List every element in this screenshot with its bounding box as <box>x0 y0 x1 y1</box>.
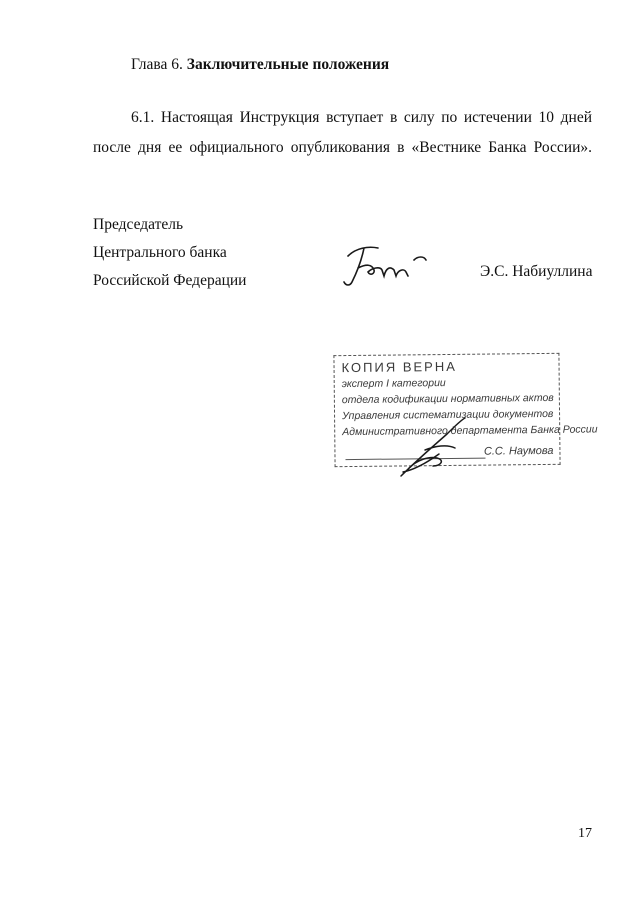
stamp-line-4: Административного департамента Банка России <box>342 423 598 439</box>
paragraph-6-1 <box>93 103 592 163</box>
chapter-number: Глава 6. <box>131 56 183 73</box>
chapter-heading <box>131 56 389 74</box>
signatory-title-line-1: Председатель <box>93 216 184 233</box>
stamp-line-1: эксперт I категории <box>341 377 446 391</box>
stamp-line-3: Управления систематизации документов <box>341 407 554 423</box>
signatory-title-line-2: Центрального банка <box>93 244 227 261</box>
stamp-title: КОПИЯ ВЕРНА <box>341 358 457 376</box>
paragraph-text: 6.1. Настоящая Инструкция вступает в силу по истечении 10 дней после дня ее официального опубликования в «Вестнике Банка России». <box>93 109 592 156</box>
handwritten-signature <box>338 240 430 290</box>
chapter-title: Заключительные положения <box>186 56 390 73</box>
signatory-name: Э.С. Набиуллина <box>480 263 593 280</box>
stamp-name: С.С. Наумова <box>483 444 554 458</box>
stamp-handwritten-signature <box>395 410 475 482</box>
signatory-title-line-3: Российской Федерации <box>93 272 247 289</box>
stamp-line-2: отдела кодификации нормативных актов <box>341 391 554 407</box>
signatory-title <box>93 211 246 295</box>
page-number: 17 <box>578 826 592 841</box>
